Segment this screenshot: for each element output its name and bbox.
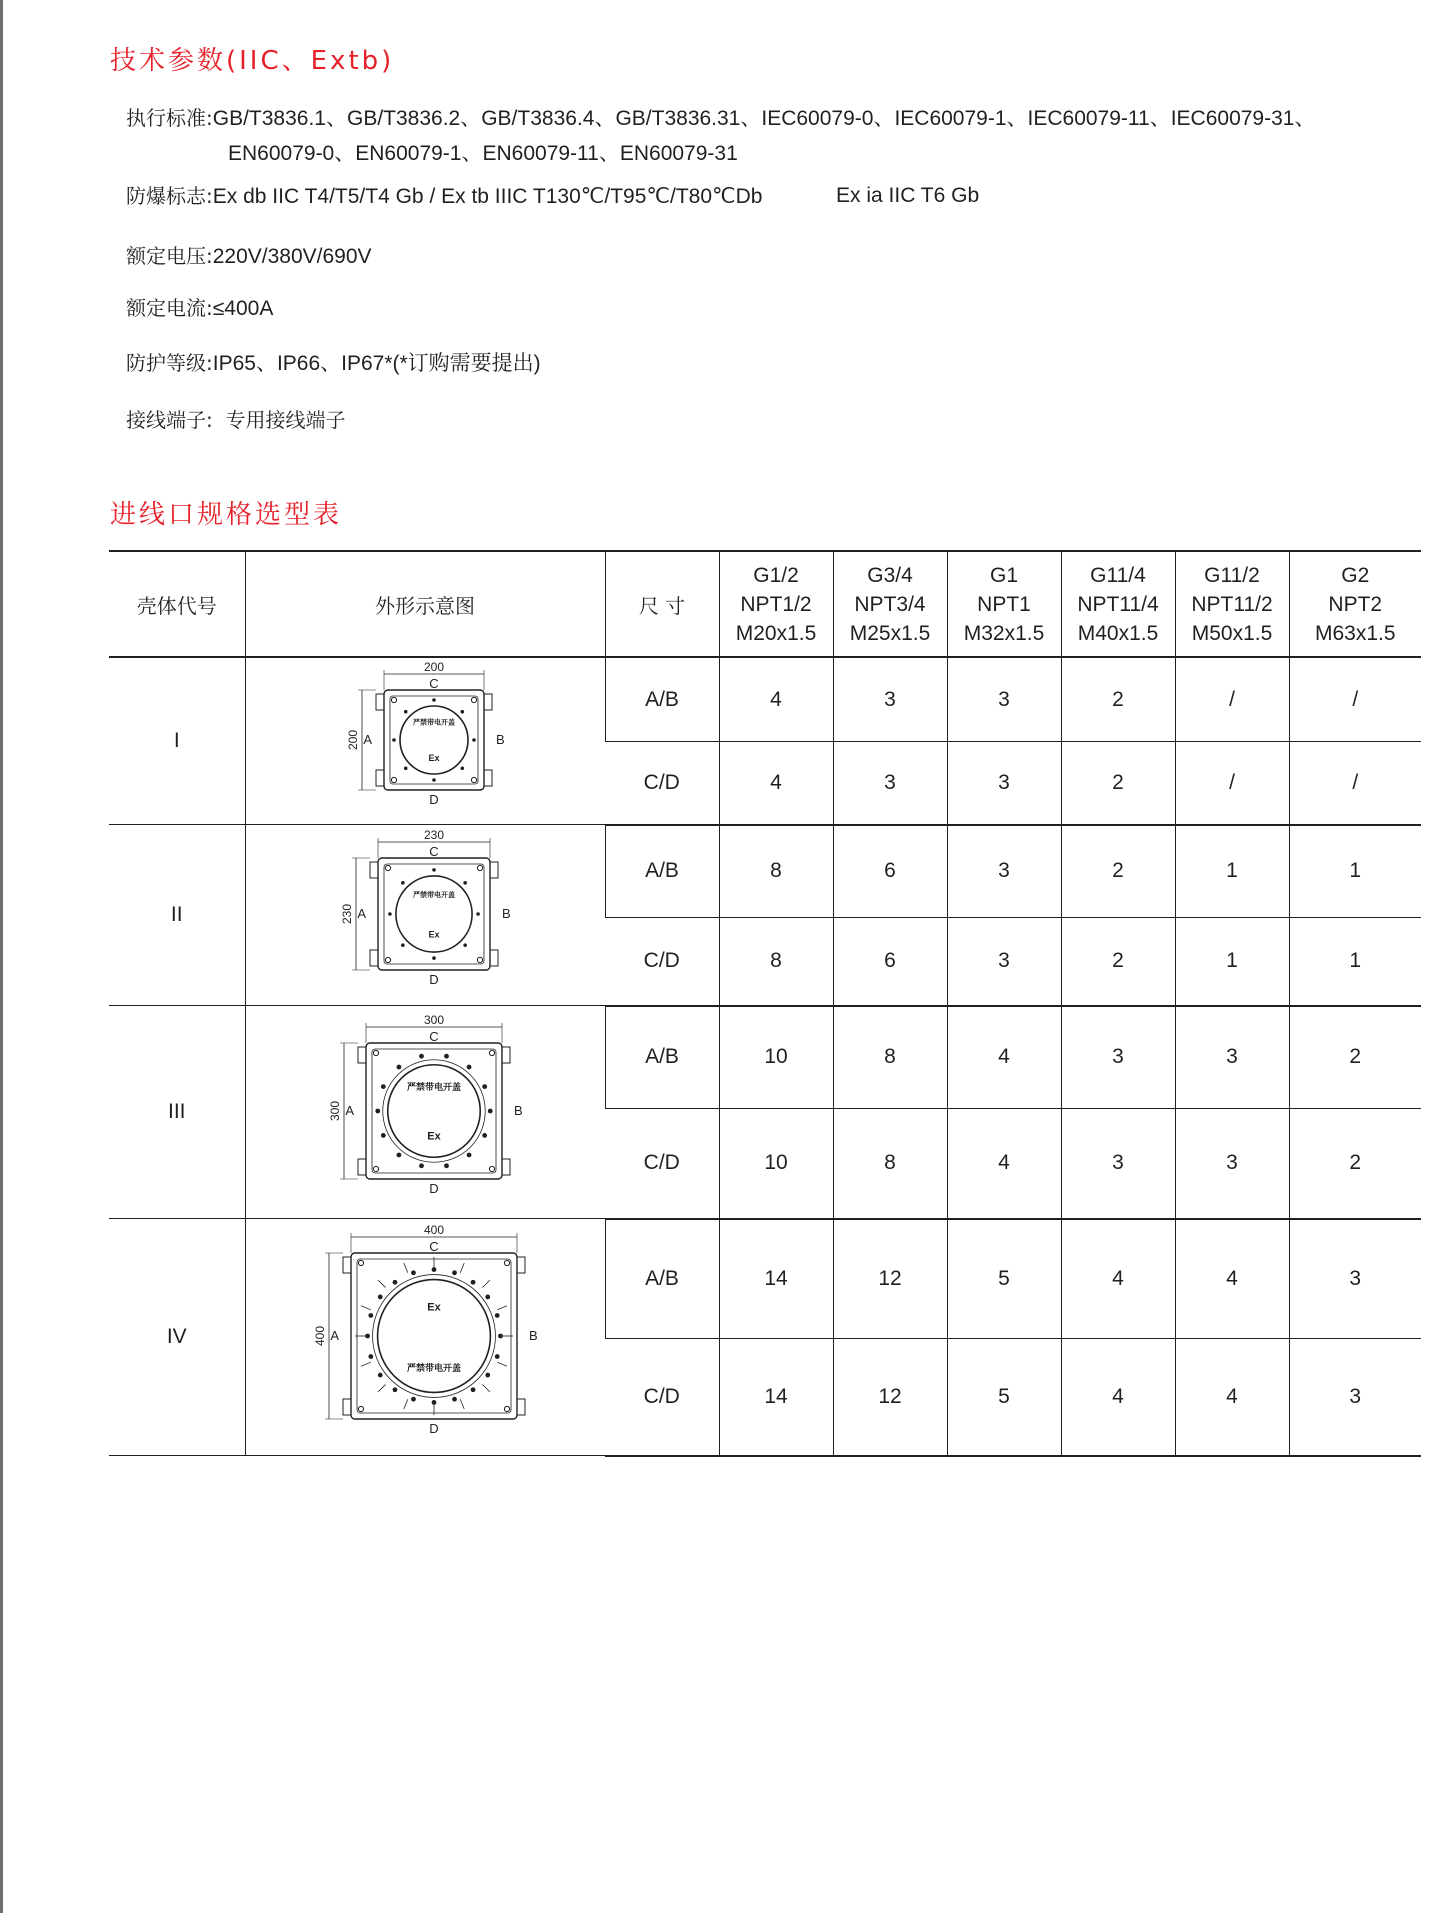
corner-bolt [489, 1166, 494, 1171]
value-cell: 2 [1061, 825, 1175, 918]
value-cell: 3 [1175, 1006, 1289, 1109]
cover-label-bottom: Ex [427, 753, 440, 764]
value-cell: 3 [1289, 1338, 1421, 1455]
enclosure-outline [378, 858, 490, 970]
bolt [494, 1313, 499, 1318]
bolt [485, 1295, 490, 1300]
rib-line [482, 1384, 489, 1391]
tech-params-heading: 技术参数(IIC、Extb) [110, 46, 395, 76]
header-thread-4: G11/4 NPT11/4 M40x1.5 [1061, 551, 1175, 657]
spec-voltage-label: 额定电压: [126, 244, 213, 268]
value-cell: 14 [719, 1219, 833, 1339]
mounting-lug [490, 950, 498, 966]
selection-table-heading: 进线口规格选型表 [110, 500, 343, 530]
cover-circle [395, 876, 471, 952]
spec-current [126, 290, 273, 327]
page-left-border [0, 0, 3, 1913]
value-cell: 12 [833, 1219, 947, 1339]
dimension-side-label: 230 [339, 903, 354, 925]
enclosure-diagram-III [246, 1006, 606, 1212]
bolt [375, 1109, 380, 1114]
mounting-lug [502, 1047, 510, 1063]
bolt [431, 1400, 436, 1405]
rib-line [497, 1306, 507, 1310]
cover-label-bottom: 严禁带电开盖 [406, 1362, 461, 1373]
bolt [419, 1054, 424, 1059]
bolt [482, 1084, 487, 1089]
value-cell: 4 [1061, 1338, 1175, 1455]
table-row [109, 1219, 1421, 1339]
corner-bolt [358, 1260, 363, 1265]
mounting-lug [517, 1399, 525, 1415]
table-row [109, 1006, 1421, 1109]
mounting-lug [517, 1257, 525, 1273]
side-label-d: D [428, 792, 439, 807]
rib-line [460, 1263, 464, 1273]
side-label-c: C [428, 1239, 439, 1254]
bolt [498, 1334, 503, 1339]
dimension-top-label: 230 [423, 828, 444, 842]
cover-ring [372, 1275, 495, 1398]
value-cell: 4 [947, 1006, 1061, 1109]
spec-standard-value: GB/T3836.1、GB/T3836.2、GB/T3836.4、GB/T3836.31、IEC60079-0、IEC60079-1、IEC60079-11、IEC60079-31、 [212, 107, 1316, 130]
bolt [403, 766, 407, 770]
bolt [485, 1373, 490, 1378]
value-cell: 3 [947, 917, 1061, 1005]
rib-line [403, 1399, 407, 1409]
corner-bolt [504, 1406, 509, 1411]
side-label-d: D [428, 1181, 439, 1196]
cover-label-bottom: Ex [426, 1130, 441, 1143]
rib-line [378, 1384, 385, 1391]
value-cell: 3 [833, 657, 947, 742]
rib-line [497, 1362, 507, 1366]
bolt [368, 1313, 373, 1318]
bolt [444, 1163, 449, 1168]
size-cell: A/B [605, 657, 719, 742]
side-label-d: D [428, 1421, 439, 1436]
side-label-a: A [362, 732, 372, 747]
bolt [487, 1109, 492, 1114]
shell-code-cell: I [109, 657, 245, 825]
spec-current-value: ≤400A [212, 297, 274, 320]
shell-code-cell: IV [109, 1219, 245, 1456]
spec-explosion-value-2: Ex ia IIC T6 Gb [836, 184, 980, 207]
spec-explosion [126, 178, 980, 215]
spec-terminal [126, 402, 345, 438]
header-thread-2: G3/4 NPT3/4 M25x1.5 [833, 551, 947, 657]
rib-line [361, 1306, 371, 1310]
bolt [476, 912, 480, 916]
value-cell: 3 [947, 657, 1061, 742]
bolt [452, 1270, 457, 1275]
bolt [392, 1280, 397, 1285]
bolt [463, 943, 467, 947]
bolt [482, 1133, 487, 1138]
mounting-lug [484, 770, 492, 786]
value-cell: 3 [947, 825, 1061, 918]
spec-terminal-label: 接线端子: [126, 408, 213, 432]
header-shell-code: 壳体代号 [109, 551, 245, 657]
corner-bolt [358, 1406, 363, 1411]
table-row [109, 825, 1421, 918]
mounting-lug [370, 950, 378, 966]
bolt [470, 1387, 475, 1392]
mounting-lug [490, 862, 498, 878]
bolt [452, 1397, 457, 1402]
value-cell: 14 [719, 1338, 833, 1455]
bolt [403, 710, 407, 714]
spec-protection [126, 345, 541, 382]
cover-label-top: 严禁带电开盖 [406, 1082, 461, 1093]
bolt [411, 1270, 416, 1275]
bolt [377, 1295, 382, 1300]
size-cell: A/B [605, 1006, 719, 1109]
bolt [432, 956, 436, 960]
bolt [419, 1163, 424, 1168]
bolt [432, 778, 436, 782]
header-thread-5: G11/2 NPT11/2 M50x1.5 [1175, 551, 1289, 657]
value-cell: 3 [1175, 1109, 1289, 1219]
diagram-cell [245, 1006, 605, 1219]
table-header-row [109, 551, 1421, 657]
side-label-d: D [428, 972, 439, 987]
spec-explosion-label: 防爆标志: [126, 184, 213, 208]
value-cell: 2 [1289, 1006, 1421, 1109]
side-label-a: A [344, 1103, 354, 1118]
size-cell: C/D [605, 1109, 719, 1219]
diagram-cell [245, 657, 605, 825]
spec-explosion-value: Ex db IIC T4/T5/T4 Gb / Ex tb IIIC T130℃/T95℃/T80℃Db [212, 185, 763, 208]
rib-line [361, 1362, 371, 1366]
corner-bolt [373, 1050, 378, 1055]
spec-terminal-value: 专用接线端子 [225, 408, 346, 432]
spec-protection-label: 防护等级: [126, 351, 213, 375]
value-cell: / [1289, 657, 1421, 742]
bolt [396, 1065, 401, 1070]
dimension-side-label: 200 [345, 729, 360, 751]
bolt [392, 738, 396, 742]
value-cell: 2 [1289, 1109, 1421, 1219]
dimension-side-label: 400 [312, 1325, 327, 1347]
side-label-b: B [528, 1328, 538, 1343]
value-cell: 5 [947, 1219, 1061, 1339]
side-label-a: A [329, 1328, 339, 1343]
value-cell: 6 [833, 917, 947, 1005]
bolt [392, 1387, 397, 1392]
value-cell: 8 [833, 1006, 947, 1109]
corner-bolt [477, 865, 482, 870]
dimension-top-label: 400 [423, 1223, 444, 1237]
spec-protection-value: IP65、IP66、IP67*(*订购需要提出) [212, 352, 541, 375]
enclosure-outline [384, 690, 484, 790]
spec-voltage [126, 238, 372, 275]
dimension-top-label: 200 [423, 660, 444, 674]
enclosure-diagram-II [246, 825, 606, 999]
bolt [380, 1133, 385, 1138]
enclosure-flange [384, 864, 484, 964]
value-cell: 3 [947, 742, 1061, 825]
header-thread-3: G1 NPT1 M32x1.5 [947, 551, 1061, 657]
corner-bolt [385, 865, 390, 870]
value-cell: 3 [1061, 1006, 1175, 1109]
bolt [368, 1354, 373, 1359]
bolt [365, 1334, 370, 1339]
bolt [463, 881, 467, 885]
cover-label-top: Ex [426, 1301, 441, 1314]
value-cell: 2 [1061, 657, 1175, 742]
corner-bolt [477, 957, 482, 962]
bolt [466, 1065, 471, 1070]
side-label-c: C [428, 1029, 439, 1044]
size-cell: C/D [605, 917, 719, 1005]
value-cell: 1 [1289, 825, 1421, 918]
bolt [472, 738, 476, 742]
value-cell: 4 [719, 742, 833, 825]
side-label-c: C [428, 844, 439, 859]
value-cell: 4 [1175, 1219, 1289, 1339]
enclosure-flange [390, 696, 478, 784]
cover-ring [382, 1060, 484, 1162]
value-cell: 4 [947, 1109, 1061, 1219]
header-size: 尺 寸 [605, 551, 719, 657]
mounting-lug [358, 1159, 366, 1175]
enclosure-outline [366, 1043, 502, 1179]
value-cell: 3 [1289, 1219, 1421, 1339]
spec-standard-value-cont: EN60079-0、EN60079-1、EN60079-11、EN60079-31 [228, 142, 738, 165]
bolt [377, 1373, 382, 1378]
rib-line [482, 1280, 489, 1287]
value-cell: 6 [833, 825, 947, 918]
value-cell: 1 [1175, 825, 1289, 918]
cover-circle [387, 1065, 479, 1157]
shell-code-cell: II [109, 825, 245, 1006]
value-cell: / [1175, 657, 1289, 742]
shell-code-cell: III [109, 1006, 245, 1219]
bolt [396, 1153, 401, 1158]
value-cell: 4 [1061, 1219, 1175, 1339]
corner-bolt [489, 1050, 494, 1055]
spec-standard [126, 100, 1316, 165]
enclosure-diagram-IV [246, 1219, 606, 1449]
cover-label-top: 严禁带电开盖 [412, 891, 455, 899]
size-cell: C/D [605, 742, 719, 825]
mounting-lug [376, 770, 384, 786]
diagram-cell [245, 1219, 605, 1456]
corner-bolt [385, 957, 390, 962]
side-label-a: A [356, 906, 366, 921]
dimension-top-label: 300 [423, 1013, 444, 1027]
cover-circle [400, 706, 468, 774]
spec-current-label: 额定电流: [126, 296, 213, 320]
bolt [411, 1397, 416, 1402]
bolt [466, 1153, 471, 1158]
bolt [431, 1267, 436, 1272]
mounting-lug [343, 1399, 351, 1415]
bolt [388, 912, 392, 916]
value-cell: 4 [1175, 1338, 1289, 1455]
corner-bolt [391, 697, 396, 702]
bolt [470, 1280, 475, 1285]
corner-bolt [391, 777, 396, 782]
selection-table [109, 550, 1421, 1457]
bolt [444, 1054, 449, 1059]
cover-label-top: 严禁带电开盖 [412, 719, 455, 727]
value-cell: 12 [833, 1338, 947, 1455]
dimension-side-label: 300 [327, 1100, 342, 1122]
bolt [380, 1084, 385, 1089]
bolt [432, 698, 436, 702]
mounting-lug [484, 694, 492, 710]
value-cell: 1 [1289, 917, 1421, 1005]
header-diagram: 外形示意图 [245, 551, 605, 657]
value-cell: 10 [719, 1006, 833, 1109]
bolt [401, 881, 405, 885]
bolt [460, 710, 464, 714]
mounting-lug [358, 1047, 366, 1063]
mounting-lug [502, 1159, 510, 1175]
size-cell: A/B [605, 825, 719, 918]
mounting-lug [370, 862, 378, 878]
side-label-b: B [513, 1103, 523, 1118]
cover-label-bottom: Ex [427, 929, 440, 940]
value-cell: 3 [833, 742, 947, 825]
header-thread-1: G1/2 NPT1/2 M20x1.5 [719, 551, 833, 657]
bolt [432, 868, 436, 872]
bolt [460, 766, 464, 770]
value-cell: 2 [1061, 742, 1175, 825]
value-cell: 4 [719, 657, 833, 742]
corner-bolt [471, 777, 476, 782]
mounting-lug [343, 1257, 351, 1273]
spec-voltage-value: 220V/380V/690V [212, 245, 372, 268]
rib-line [460, 1399, 464, 1409]
value-cell: 10 [719, 1109, 833, 1219]
enclosure-outline [351, 1253, 517, 1419]
value-cell: 8 [833, 1109, 947, 1219]
size-cell: C/D [605, 1338, 719, 1455]
size-cell: A/B [605, 1219, 719, 1339]
value-cell: 2 [1061, 917, 1175, 1005]
cover-circle [377, 1280, 490, 1393]
bolt [494, 1354, 499, 1359]
value-cell: 8 [719, 825, 833, 918]
diagram-cell [245, 825, 605, 1006]
corner-bolt [504, 1260, 509, 1265]
side-label-b: B [495, 732, 505, 747]
spec-standard-label: 执行标准: [126, 106, 213, 130]
corner-bolt [471, 697, 476, 702]
side-label-c: C [428, 676, 439, 691]
header-thread-6: G2 NPT2 M63x1.5 [1289, 551, 1421, 657]
value-cell: 3 [1061, 1109, 1175, 1219]
rib-line [378, 1280, 385, 1287]
side-label-b: B [501, 906, 511, 921]
rib-line [403, 1263, 407, 1273]
value-cell: 1 [1175, 917, 1289, 1005]
value-cell: 8 [719, 917, 833, 1005]
enclosure-diagram-I [246, 658, 606, 818]
enclosure-flange [372, 1049, 496, 1173]
mounting-lug [376, 694, 384, 710]
value-cell: / [1289, 742, 1421, 825]
corner-bolt [373, 1166, 378, 1171]
table-row [109, 657, 1421, 742]
value-cell: / [1175, 742, 1289, 825]
value-cell: 5 [947, 1338, 1061, 1455]
bolt [401, 943, 405, 947]
